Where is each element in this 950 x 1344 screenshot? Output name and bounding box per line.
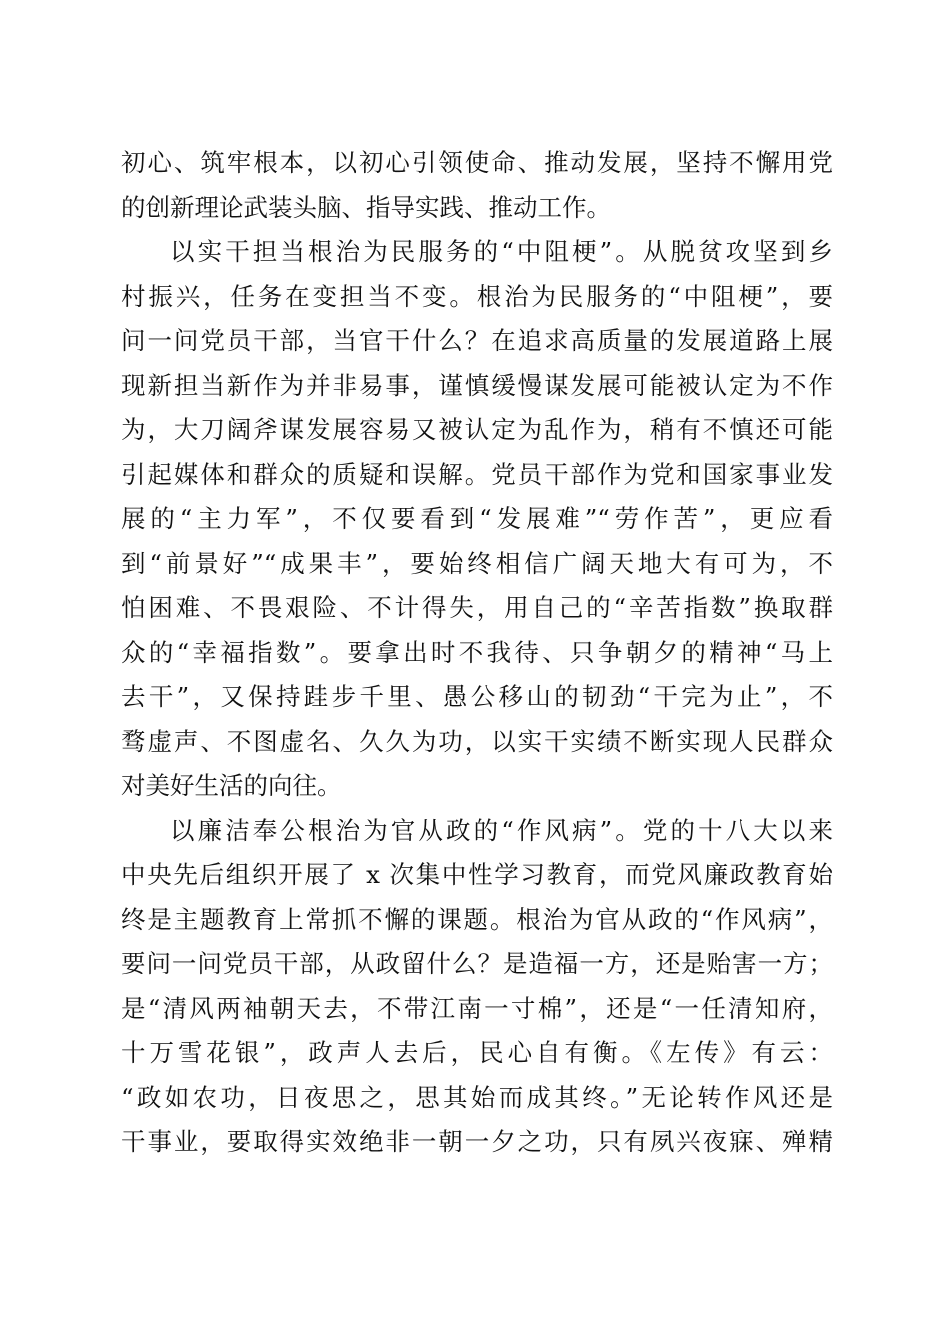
text-line: 为，大刀阔斧谋发展容易又被认定为乱作为，稍有不慎还可能 <box>121 415 833 444</box>
text-line-paragraph-start: 以廉洁奉公根治为官从政的“作风病”。党的十八大以来 <box>170 815 833 845</box>
text-line: 问一问党员干部，当官干什么？在追求高质量的发展道路上展 <box>121 326 833 355</box>
text-line: 怕困难、不畏艰险、不计得失，用自己的“辛苦指数”换取群 <box>121 593 833 622</box>
text-line: 展的“主力军”，不仅要看到“发展难”“劳作苦”，更应看 <box>121 504 833 533</box>
text-line-paragraph-start: 以实干担当根治为民服务的“中阻梗”。从脱贫攻坚到乡 <box>170 237 833 266</box>
text-line: 去干”，又保持跬步千里、愚公移山的韧劲“干完为止”，不 <box>121 682 833 711</box>
text-line: 十万雪花银”，政声人去后，民心自有衡。《左传》有云： <box>121 1038 833 1067</box>
text-line: 的创新理论武装头脑、指导实践、推动工作。 <box>121 192 611 222</box>
text-line: 众的“幸福指数”。要拿出时不我待、只争朝夕的精神“马上 <box>121 637 833 667</box>
text-line: 骛虚声、不图虚名、久久为功，以实干实绩不断实现人民群众 <box>121 726 833 756</box>
text-line: 村振兴，任务在变担当不变。根治为民服务的“中阻梗”，要 <box>121 281 833 311</box>
text-line: 中央先后组织开展了 x 次集中性学习教育，而党风廉政教育始 <box>121 860 833 889</box>
text-line: 终是主题教育上常抓不懈的课题。根治为官从政的“作风病”， <box>121 904 833 934</box>
text-line: 初心、筑牢根本，以初心引领使命、推动发展，坚持不懈用党 <box>121 148 833 177</box>
text-line: 干事业，要取得实效绝非一朝一夕之功，只有夙兴夜寐、殚精 <box>121 1127 833 1156</box>
text-line: 现新担当新作为并非易事，谨慎缓慢谋发展可能被认定为不作 <box>121 370 833 400</box>
body-text <box>121 141 833 1165</box>
text-line: 到“前景好”“成果丰”，要始终相信广阔天地大有可为，不 <box>121 548 833 578</box>
text-line: “政如农功，日夜思之，思其始而成其终。”无论转作风还是 <box>121 1082 833 1112</box>
text-line: 是“清风两袖朝天去，不带江南一寸棉”，还是“一任清知府， <box>121 993 833 1023</box>
text-line: 对美好生活的向往。 <box>121 771 342 800</box>
text-line: 引起媒体和群众的质疑和误解。党员干部作为党和国家事业发 <box>121 459 833 489</box>
text-line: 要问一问党员干部，从政留什么？是造福一方，还是贻害一方； <box>121 949 833 978</box>
